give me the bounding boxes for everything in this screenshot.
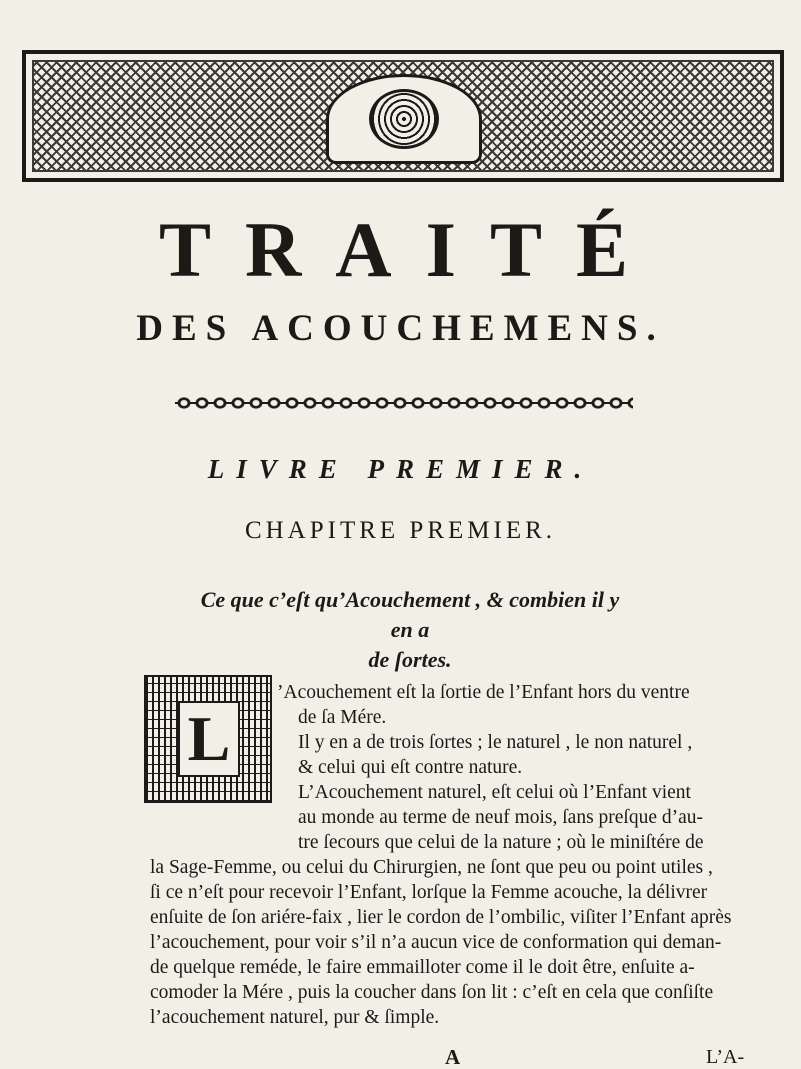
initial-letter: L bbox=[187, 703, 231, 774]
initial-frame bbox=[178, 701, 240, 777]
chapter-title bbox=[200, 585, 620, 675]
text-line: Il y en a de trois ſortes ; le naturel , le non naturel , bbox=[298, 732, 693, 753]
text-line: enſuite de ſon ariére-faix , lier le cordon de l’ombilic, viſiter l’Enfant après bbox=[150, 907, 732, 928]
text-line: tre ſecours que celui de la nature ; où le miniſtére de bbox=[298, 832, 704, 853]
text-line: ſi ce n’eſt pour recevoir l’Enfant, lorſque la Femme acouche, la délivrer bbox=[150, 882, 708, 903]
text-line: L’Acouchement naturel, eſt celui où l’Enfant vient bbox=[298, 782, 691, 803]
text-line: l’acouchement, pour voir s’il n’a aucun vice de conformation qui deman- bbox=[150, 932, 722, 953]
page-subtitle: DES ACOUCHEMENS. bbox=[136, 308, 665, 349]
book-heading: LIVRE PREMIER. bbox=[207, 454, 594, 484]
text-line: de quelque reméde, le faire emmailloter come il le doit être, enſuite a- bbox=[150, 957, 695, 978]
text-line: comoder la Mére , puis la coucher dans ſon lit : c’eſt en cela que conſiſte bbox=[150, 982, 714, 1003]
page-title: TRAITÉ bbox=[158, 206, 663, 293]
chapter-heading: CHAPITRE PREMIER. bbox=[244, 517, 557, 544]
chapter-title-line-1: Ce que c’eſt qu’Acouchement , & combien il y en a bbox=[200, 587, 620, 642]
text-line: & celui qui eſt contre nature. bbox=[298, 757, 523, 778]
catchword: L’A- bbox=[706, 1046, 745, 1068]
text-line: l’acouchement naturel, pur & ſimple. bbox=[150, 1007, 440, 1028]
text-line: la Sage-Femme, ou celui du Chirurgien, ne ſont que peu ou point utiles , bbox=[150, 857, 713, 878]
decorated-initial bbox=[144, 675, 272, 803]
text-line: au monde au terme de neuf mois, ſans preſque d’au- bbox=[298, 807, 704, 828]
headpiece-center-motif bbox=[326, 74, 482, 164]
chapter-title-line-2: de ſortes. bbox=[368, 647, 452, 672]
signature-mark: A bbox=[445, 1045, 461, 1069]
text-line: ’Acouchement eſt la ſortie de l’Enfant hors du ventre bbox=[277, 682, 690, 703]
ornamental-headpiece bbox=[22, 50, 784, 182]
text-line: de ſa Mére. bbox=[298, 707, 387, 728]
ornamental-rule bbox=[175, 392, 633, 414]
